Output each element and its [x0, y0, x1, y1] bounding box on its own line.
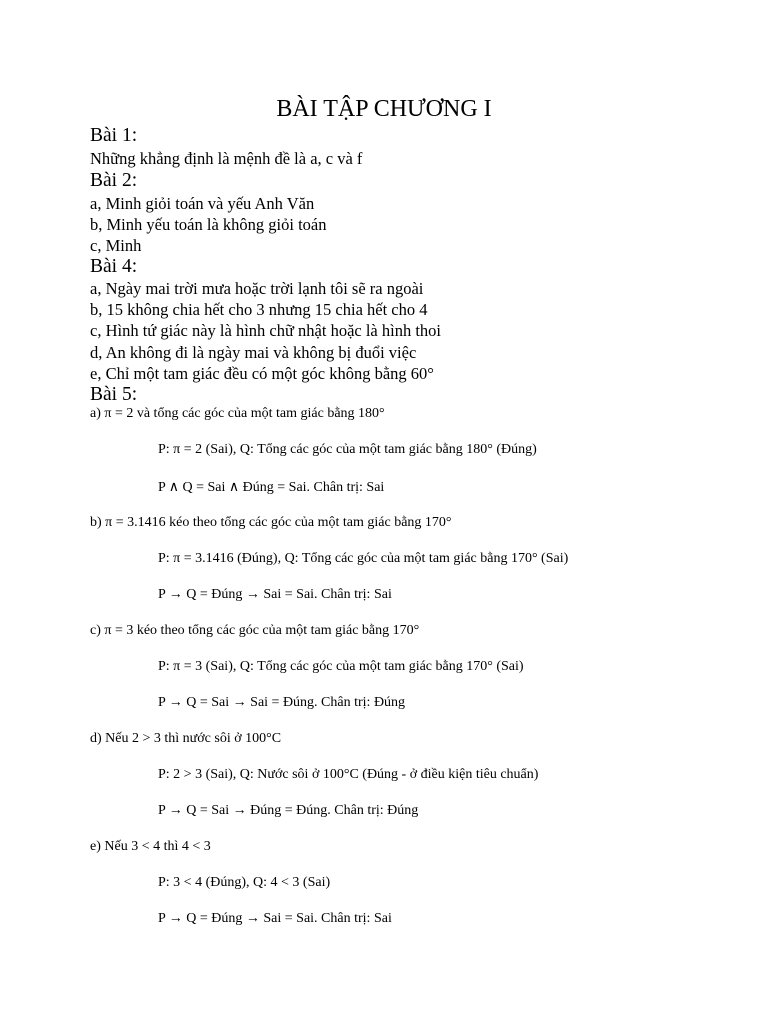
- bai5-result-d: P → Q = Sai → Đúng = Đúng. Chân trị: Đúng: [158, 803, 419, 818]
- bai5-pq-b: P: π = 3.1416 (Đúng), Q: Tổng các góc của một tam giác bằng 170° (Sai): [158, 551, 569, 566]
- bai4-line-c: c, Hình tứ giác này là hình chữ nhật hoặc là hình thoi: [90, 321, 442, 340]
- bai5-pq-d: P: 2 > 3 (Sai), Q: Nước sôi ở 100°C (Đúng - ở điều kiện tiêu chuẩn): [158, 767, 539, 782]
- bai4-line-a: a, Ngày mai trời mưa hoặc trời lạnh tôi sẽ ra ngoài: [90, 279, 424, 298]
- bai5-question-a: a) π = 2 và tổng các góc của một tam giác bằng 180°: [90, 406, 385, 421]
- bai1-heading: Bài 1:: [90, 125, 138, 146]
- bai5-question-e: e) Nếu 3 < 4 thì 4 < 3: [90, 839, 211, 854]
- bai5-heading: Bài 5:: [90, 384, 138, 405]
- bai5-question-b: b) π = 3.1416 kéo theo tổng các góc của một tam giác bằng 170°: [90, 515, 452, 530]
- bai1-answer: Những khẳng định là mệnh đề là a, c và f: [90, 149, 363, 168]
- bai2-heading: Bài 2:: [90, 170, 138, 191]
- bai4-line-e: e, Chỉ một tam giác đều có một góc không bằng 60°: [90, 364, 434, 383]
- bai5-pq-e: P: 3 < 4 (Đúng), Q: 4 < 3 (Sai): [158, 875, 331, 890]
- bai2-line-b: b, Minh yếu toán là không giỏi toán: [90, 215, 327, 234]
- bai5-result-b: P → Q = Đúng → Sai = Sai. Chân trị: Sai: [158, 587, 392, 602]
- bai5-pq-c: P: π = 3 (Sai), Q: Tổng các góc của một tam giác bằng 170° (Sai): [158, 659, 524, 674]
- bai4-line-d: d, An không đi là ngày mai và không bị đuổi việc: [90, 343, 417, 362]
- bai4-line-b: b, 15 không chia hết cho 3 nhưng 15 chia hết cho 4: [90, 300, 428, 319]
- bai5-pq-a: P: π = 2 (Sai), Q: Tổng các góc của một tam giác bằng 180° (Đúng): [158, 442, 537, 457]
- bai5-result-a: P ∧ Q = Sai ∧ Đúng = Sai. Chân trị: Sai: [158, 480, 385, 495]
- bai2-line-a: a, Minh giỏi toán và yếu Anh Văn: [90, 194, 315, 213]
- bai5-result-e: P → Q = Đúng → Sai = Sai. Chân trị: Sai: [158, 911, 392, 926]
- bai4-heading: Bài 4:: [90, 256, 138, 277]
- bai5-result-c: P → Q = Sai → Sai = Đúng. Chân trị: Đúng: [158, 695, 406, 710]
- bai5-question-c: c) π = 3 kéo theo tổng các góc của một tam giác bằng 170°: [90, 623, 420, 638]
- page-title: BÀI TẬP CHƯƠNG I: [276, 96, 492, 122]
- bai5-question-d: d) Nếu 2 > 3 thì nước sôi ở 100°C: [90, 731, 282, 746]
- bai2-line-c: c, Minh: [90, 236, 142, 255]
